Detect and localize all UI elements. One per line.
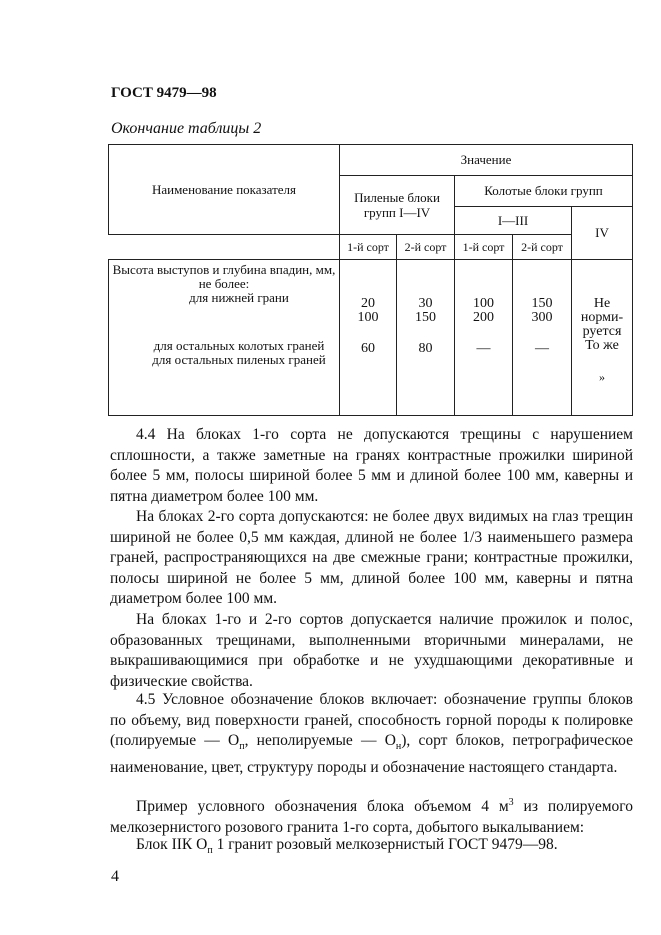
col-split-grade-1: 100 200 —: [455, 260, 513, 416]
row-bottom-face: для нижней грани: [189, 290, 289, 305]
header-sawn-blocks: Пиленые блоки групп I—IV: [340, 176, 455, 235]
col-split-grade-2: 150 300 —: [513, 260, 572, 416]
paragraph-grades-1-2: На блоках 1-го и 2-го сортов допускается наличие прожилок и полос, образованных трещинами, выполненными вторичными минералами, не выкрашивающимися при обработке и не ухудшающими декоративные и физические свойства.: [110, 611, 633, 690]
row-other-split-faces: для остальных колотых граней: [153, 338, 325, 353]
col-sawn-grade-2: 30 150 80: [397, 260, 455, 416]
header-split-group-1-3: I—III: [455, 207, 572, 235]
col-sawn-grade-1: 20 100 60: [340, 260, 397, 416]
row-title: Высота выступов и глубина впадин, мм, не более:: [112, 262, 336, 291]
header-grade-2-split: 2-й сорт: [513, 235, 572, 260]
page-number: 4: [111, 868, 119, 885]
col-split-group-4: Не норми- руется То же »: [572, 260, 633, 416]
paragraph-4-5: 4.5 Условное обозначение блоков включает: обозначение группы блоков по объему, вид поверхности граней, способность горной породы к полировке (полируемые — $О_п$, неполируемые — $О_н$), сорт блоков, петрографическое наименование, цвет, структуру породы и обозначение настоящего стандарта.: [110, 691, 633, 776]
document-header: ГОСТ 9479—98: [111, 85, 217, 101]
paragraph-example: Пример условного обозначения блока объемом 4 $м^3$ из полируемого мелкозернистого розового гранита 1-го сорта, добытого выкалыванием:: [110, 797, 633, 836]
header-value: Значение: [340, 145, 633, 176]
row-labels: [109, 260, 340, 416]
header-grade-1-sawn: 1-й сорт: [340, 235, 397, 260]
header-split-group-4: IV: [572, 207, 633, 260]
paragraph-4-4: 4.4 На блоках 1-го сорта не допускаются трещины с нарушением сплошности, а также заметные на гранях контрастные прожилки шириной более 5 мм, полосы шириной более 5 мм и длиной более 100 мм, каверны и пятна диаметром более 100 мм.: [110, 426, 633, 505]
paragraph-grade-2: На блоках 2-го сорта допускаются: не более двух видимых на глаз трещин шириной не более 0,5 мм каждая, длиной не более 1/3 наименьшего размера граней, распространяющихся на две смежные грани; контрастные прожилки, полосы шириной не более 5 мм, длиной более 100 мм, каверны и пятна диаметром более 100 мм.: [110, 508, 633, 607]
header-grade-1-split: 1-й сорт: [455, 235, 513, 260]
paragraph-designation: Блок IIК $О_п$ 1 гранит розовый мелкозернистый ГОСТ 9479—98.: [136, 836, 558, 857]
row-other-sawn-faces: для остальных пиленых граней: [152, 352, 326, 367]
header-indicator-name: Наименование показателя: [109, 145, 340, 235]
specification-table: [108, 144, 633, 416]
header-grade-2-sawn: 2-й сорт: [397, 235, 455, 260]
table-caption: Окончание таблицы 2: [111, 120, 262, 137]
header-split-blocks: Колотые блоки групп: [455, 176, 633, 207]
